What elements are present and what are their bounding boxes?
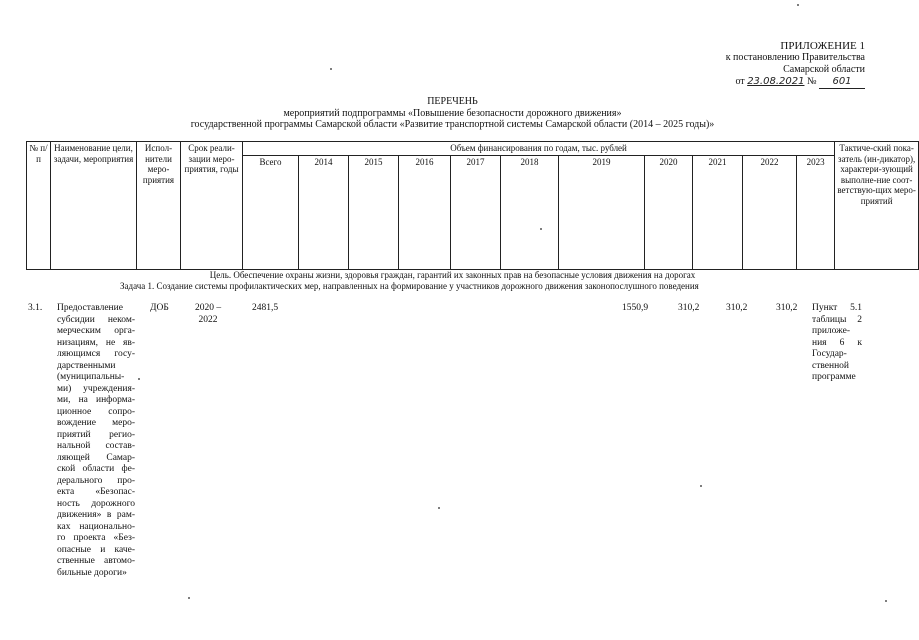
scan-speck xyxy=(885,600,887,602)
scan-speck xyxy=(540,228,542,230)
document-heading xyxy=(0,96,905,131)
col-executor: Испол-нители меро-приятия xyxy=(137,142,181,270)
appendix-block xyxy=(726,40,865,89)
date-value: 23.08.2021 xyxy=(747,76,805,87)
goal-text: Цель. Обеспечение охраны жизни, здоровья граждан, гарантий их законных прав на безопасные условия движения на дорогах xyxy=(209,270,696,280)
row-2020: 1550,9 xyxy=(622,303,649,313)
col-year: 2016 xyxy=(399,155,451,269)
appendix-line1: к постановлению Правительства xyxy=(725,52,865,63)
col-year: 2018 xyxy=(501,155,559,269)
col-total: Всего xyxy=(243,155,299,269)
col-year: 2014 xyxy=(299,155,349,269)
task-text: Задача 1. Создание системы профилактических мер, направленных на формирование у участников дорожного движения законопослушного поведения xyxy=(120,281,699,291)
appendix-line2: Самарской области xyxy=(783,64,865,75)
col-num: № п/п xyxy=(27,142,51,270)
row-term: 2020 – 2022 xyxy=(194,303,222,325)
heading-title: ПЕРЕЧЕНЬ xyxy=(427,96,478,107)
col-year: 2019 xyxy=(559,155,645,269)
heading-line1: мероприятий подпрограммы «Повышение безопасности дорожного движения» xyxy=(283,107,622,119)
col-year: 2023 xyxy=(797,155,835,269)
number-value: 601 xyxy=(819,76,865,89)
row-2022: 310,2 xyxy=(726,303,748,313)
appendix-title: ПРИЛОЖЕНИЕ 1 xyxy=(780,40,865,52)
scan-speck xyxy=(438,507,440,509)
scan-speck xyxy=(700,485,702,487)
row-2021: 310,2 xyxy=(678,303,700,313)
appendix-date-line xyxy=(726,76,865,89)
scan-speck xyxy=(138,378,140,380)
number-prefix: № xyxy=(806,76,817,87)
col-year: 2022 xyxy=(743,155,797,269)
row-2023: 310,2 xyxy=(776,303,798,313)
row-executor: ДОБ xyxy=(150,303,169,313)
col-term: Срок реали-зации меро-приятия, годы xyxy=(181,142,243,270)
row-number: 3.1. xyxy=(28,303,43,313)
date-prefix: от xyxy=(735,76,745,87)
financing-table-header xyxy=(26,141,919,270)
col-year: 2020 xyxy=(645,155,693,269)
col-name: Наименование цели, задачи, мероприятия xyxy=(51,142,137,270)
col-financing: Объем финансирования по годам, тыс. рублей xyxy=(243,142,835,156)
row-indicator: Пункт 5.1 таблицы 2 приложе-ния 6 к Государ-ственной программе xyxy=(812,303,862,382)
row-total: 2481,5 xyxy=(252,303,279,313)
scan-speck xyxy=(797,4,799,6)
row-name: Предоставление субсидии неком-мерческим орга-низациям, не яв-ляющимся госу-дарственными (муниципальны-ми) учреждения-ми, на информа-ционное сопро-вождение меро-приятий регио-нальной состав-ляющей Самар-ской области фе-дерального про-екта «Безопас-ность дорожного движения» в рам-ках национально-го проекта «Без-опасные и каче-ственные автомо-бильные дороги» xyxy=(57,303,135,578)
col-year: 2021 xyxy=(693,155,743,269)
heading-line2: государственной программы Самарской области «Развитие транспортной системы Самарской области (2014 – 2025 годы)» xyxy=(190,119,715,130)
col-indicator: Тактиче-ский пока-затель (ин-дикатор), характери-зующий выполне-ние соот-ветствую-щих меро-приятий xyxy=(835,142,919,270)
scan-speck xyxy=(330,68,332,70)
scan-speck xyxy=(188,597,190,599)
col-year: 2017 xyxy=(451,155,501,269)
col-year: 2015 xyxy=(349,155,399,269)
